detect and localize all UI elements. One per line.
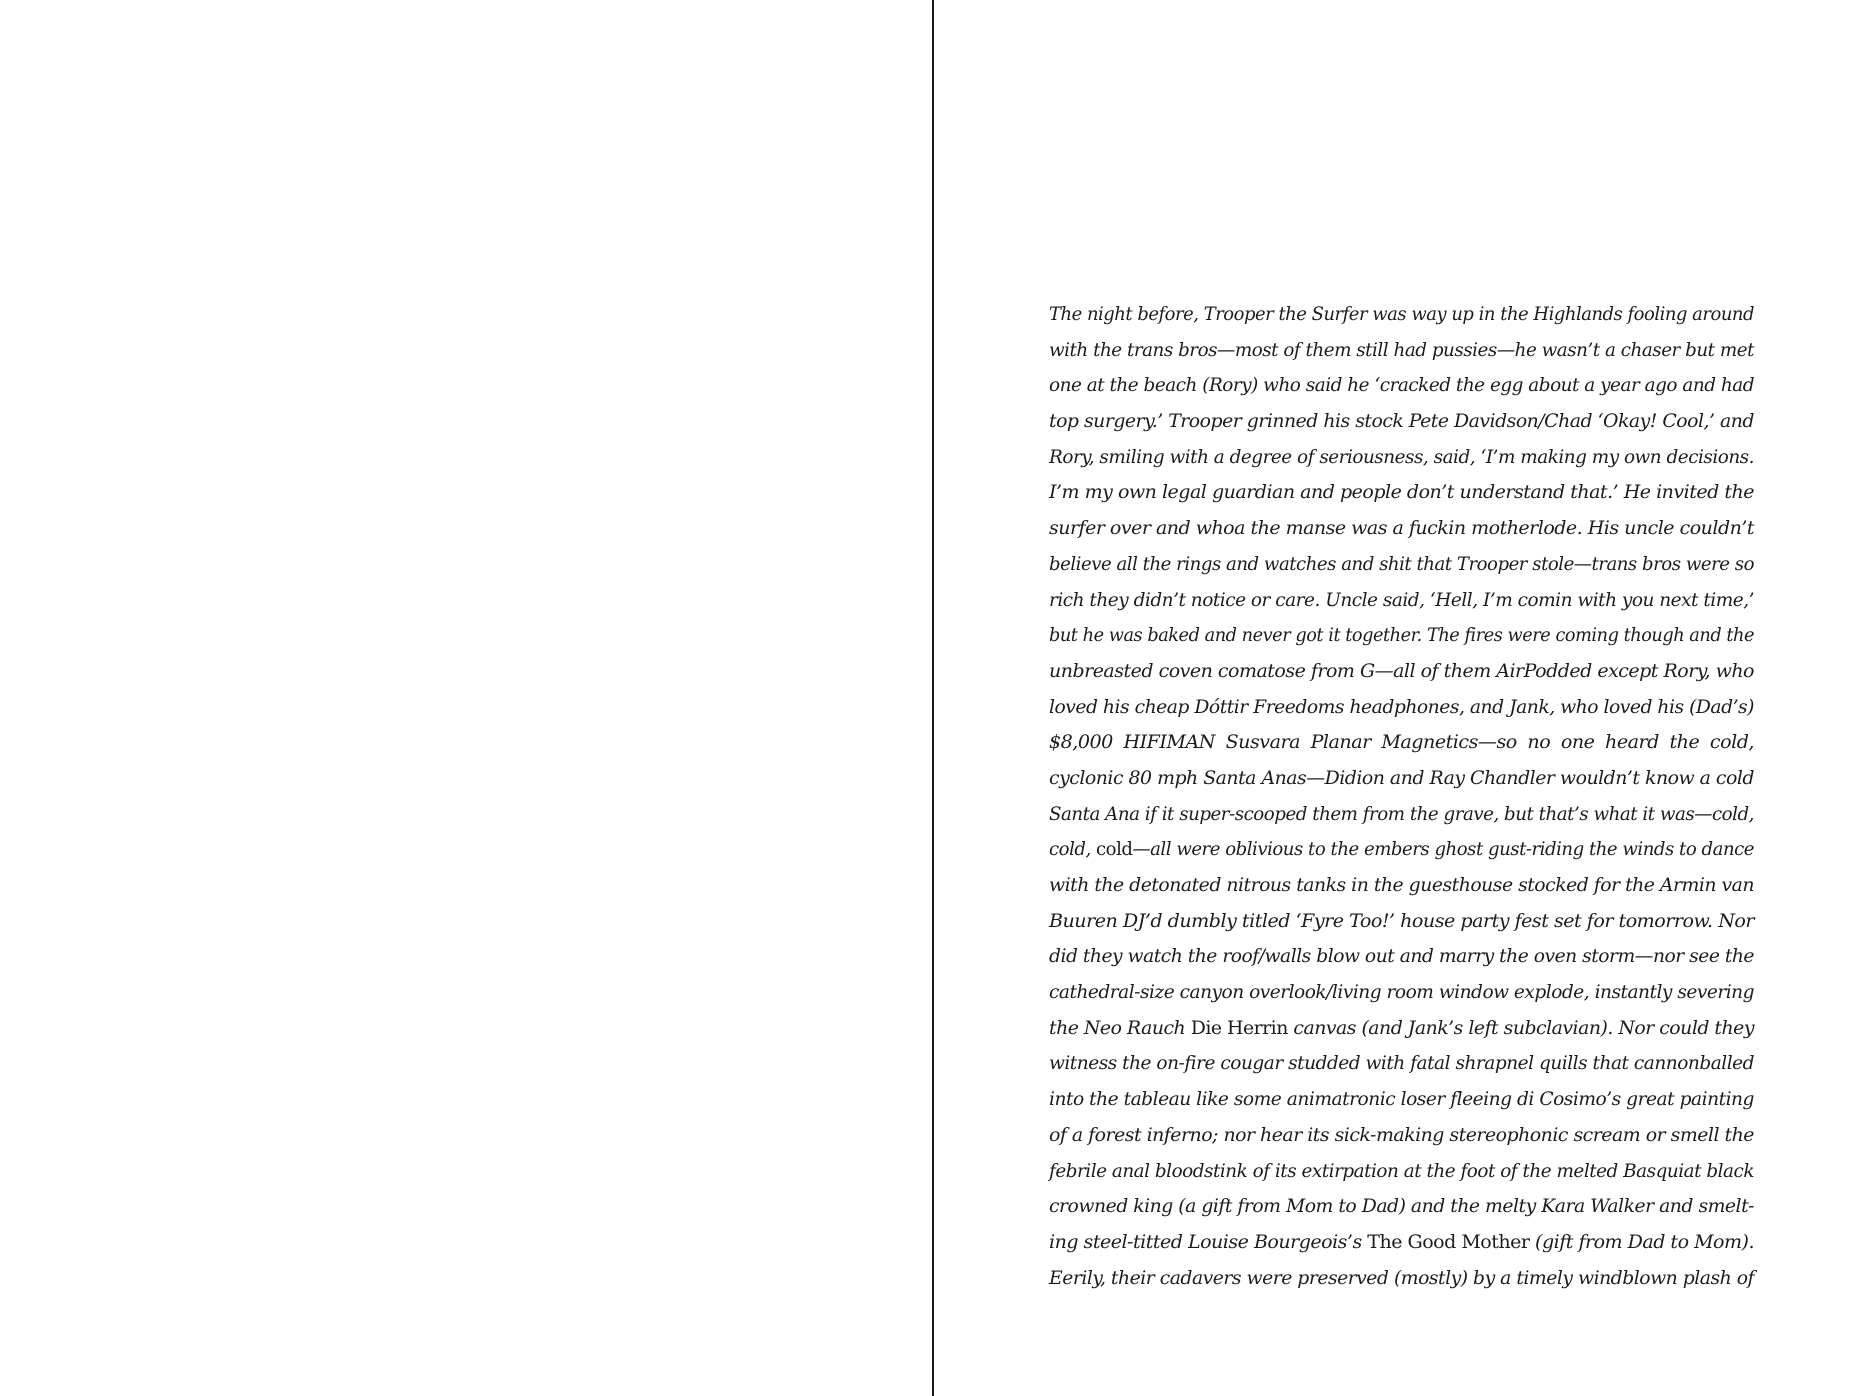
roman-title-text: The Good Mother bbox=[1367, 1229, 1530, 1253]
text-line bbox=[1049, 474, 1754, 510]
italic-text-run: the Neo Rauch bbox=[1049, 1015, 1191, 1039]
italic-text-run: The night before, Trooper the Surfer was way up in the Highlands fooling around bbox=[1049, 302, 1754, 325]
text-line bbox=[1049, 332, 1754, 368]
italic-text-run: rich they didn’t notice or care. Uncle said, ‘Hell, I’m comin with you next time,’ bbox=[1049, 587, 1754, 611]
text-line bbox=[1049, 760, 1754, 796]
italic-text-run: Buuren DJ’d dumbly titled ‘Fyre Too!’ house party fest set for tomorrow. Nor bbox=[1049, 908, 1754, 932]
text-line bbox=[1049, 867, 1754, 903]
text-line bbox=[1049, 831, 1754, 867]
italic-text-run: Eerily, their cadavers were preserved (mostly) by a timely windblown plash of bbox=[1049, 1265, 1754, 1289]
text-line bbox=[1049, 1260, 1754, 1296]
text-line bbox=[1049, 403, 1754, 439]
italic-text-run: crowned king (a gift from Mom to Dad) and the melty Kara Walker and smelt- bbox=[1049, 1194, 1754, 1218]
italic-text-run: cathedral-size canyon overlook/living room window explode, instantly severing bbox=[1049, 980, 1754, 1004]
italic-text-run: witness the on-fire cougar studded with fatal shrapnel quills that cannonballed bbox=[1049, 1051, 1754, 1075]
text-line bbox=[1049, 724, 1754, 760]
text-line bbox=[1049, 689, 1754, 725]
text-line bbox=[1049, 796, 1754, 832]
body-text-passage bbox=[1049, 296, 1754, 1295]
italic-text-run: unbreasted coven comatose from G—all of them AirPodded except Rory, who bbox=[1049, 658, 1754, 682]
italic-text-run: cold, bbox=[1049, 837, 1097, 861]
text-line bbox=[1049, 546, 1754, 582]
italic-text-run: cyclonic 80 mph Santa Anas—Didion and Ray Chandler wouldn’t know a cold bbox=[1049, 765, 1754, 789]
italic-text-run: canvas (and Jank’s left subclavian). Nor could they bbox=[1287, 1015, 1754, 1039]
italic-text-run: Rory, smiling with a degree of seriousness, said, ‘I’m making my own decisions. bbox=[1049, 444, 1754, 468]
text-line bbox=[1049, 1010, 1754, 1046]
text-line bbox=[1049, 1117, 1754, 1153]
italic-text-run: —all were oblivious to the embers ghost gust-riding the winds to dance bbox=[1132, 837, 1754, 861]
text-line bbox=[1049, 439, 1754, 475]
roman-title-text: cold bbox=[1096, 837, 1133, 861]
italic-text-run: of a forest inferno; nor hear its sick-making stereophonic scream or smell the bbox=[1049, 1122, 1754, 1146]
italic-text-run: with the detonated nitrous tanks in the guesthouse stocked for the Armin van bbox=[1049, 873, 1754, 896]
italic-text-run: top surgery.’ Trooper grinned his stock Pete Davidson/Chad ‘Okay! Cool,’ and bbox=[1049, 409, 1754, 433]
text-line bbox=[1049, 582, 1754, 618]
text-line bbox=[1049, 510, 1754, 546]
text-line bbox=[1049, 367, 1754, 403]
italic-text-run: believe all the rings and watches and shit that Trooper stole—trans bros were so bbox=[1049, 551, 1754, 575]
italic-text-run: (gift from Dad to Mom). bbox=[1529, 1229, 1754, 1253]
text-line bbox=[1049, 938, 1754, 974]
italic-text-run: febrile anal bloodstink of its extirpation at the foot of the melted Basquiat black bbox=[1049, 1158, 1754, 1182]
text-line bbox=[1049, 617, 1754, 653]
italic-text-run: loved his cheap Dóttir Freedoms headphones, and Jank, who loved his (Dad’s) bbox=[1049, 694, 1754, 718]
text-line bbox=[1049, 903, 1754, 939]
text-line bbox=[1049, 974, 1754, 1010]
italic-text-run: but he was baked and never got it together. The fires were coming though and the bbox=[1049, 623, 1754, 647]
text-line bbox=[1049, 296, 1754, 332]
text-line bbox=[1049, 1045, 1754, 1081]
text-line bbox=[1049, 1188, 1754, 1224]
italic-text-run: surfer over and whoa the manse was a fuckin motherlode. His uncle couldn’t bbox=[1049, 516, 1754, 540]
text-line bbox=[1049, 1081, 1754, 1117]
italic-text-run: with the trans bros—most of them still had pussies—he wasn’t a chaser but met bbox=[1049, 337, 1754, 361]
italic-text-run: I’m my own legal guardian and people don’t understand that.’ He invited the bbox=[1049, 480, 1754, 504]
roman-title-text: Die Herrin bbox=[1190, 1015, 1288, 1039]
italic-text-run: one at the beach (Rory) who said he ‘cracked the egg about a year ago and had bbox=[1049, 373, 1754, 397]
text-line bbox=[1049, 1153, 1754, 1189]
text-line bbox=[1049, 1224, 1754, 1260]
italic-text-run: $8,000 HIFIMAN Susvara Planar Magnetics—so no one heard the cold, bbox=[1049, 730, 1754, 754]
italic-text-run: Santa Ana if it super-scooped them from the grave, but that’s what it was—cold, bbox=[1049, 801, 1754, 825]
text-line bbox=[1049, 653, 1754, 689]
italic-text-run: into the tableau like some animatronic loser fleeing di Cosimo’s great painting bbox=[1049, 1087, 1754, 1111]
italic-text-run: did they watch the roof/walls blow out and marry the oven storm—nor see the bbox=[1049, 944, 1754, 968]
italic-text-run: ing steel-titted Louise Bourgeois’s bbox=[1049, 1229, 1368, 1253]
